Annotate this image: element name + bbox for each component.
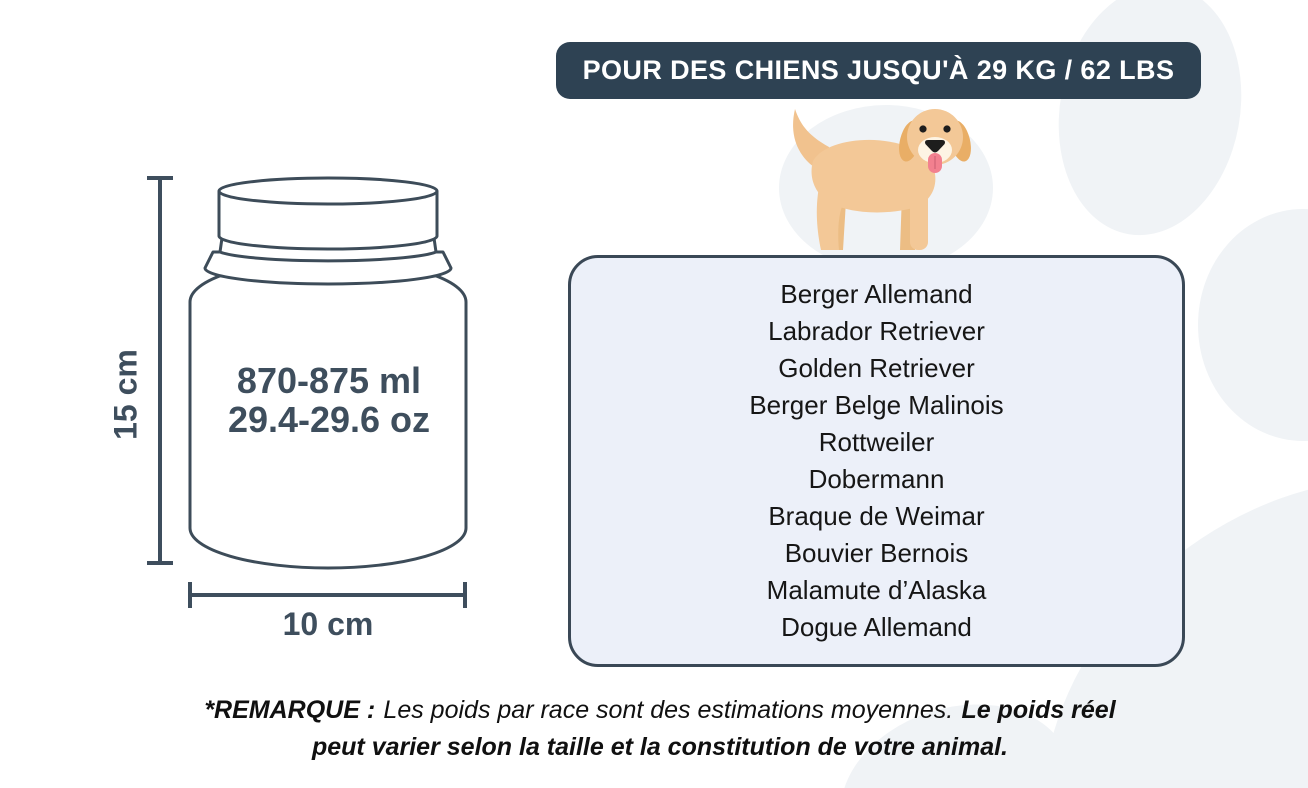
footnote-body: Les poids par race sont des estimations moyennes. bbox=[383, 696, 954, 724]
breed-list-item: Berger Allemand bbox=[780, 279, 973, 309]
breed-list-item: Malamute d’Alaska bbox=[766, 575, 987, 605]
breed-list-item: Golden Retriever bbox=[778, 353, 975, 383]
breed-list-item: Dobermann bbox=[808, 464, 945, 494]
breed-list-item: Dogue Allemand bbox=[781, 612, 972, 642]
weight-limit-label: POUR DES CHIENS JUSQU'À 29 KG / 62 LBS bbox=[582, 55, 1175, 85]
paw-toe-shape bbox=[1198, 209, 1308, 441]
golden-retriever-icon bbox=[783, 103, 971, 253]
weight-limit-banner bbox=[556, 42, 1201, 99]
breed-list-item: Labrador Retriever bbox=[768, 316, 985, 346]
breed-list-item: Braque de Weimar bbox=[768, 501, 985, 531]
paw-toe-shape bbox=[1039, 0, 1260, 250]
breed-list-item: Berger Belge Malinois bbox=[749, 390, 1004, 420]
width-dimension-line bbox=[188, 582, 467, 608]
dog-eye bbox=[943, 125, 950, 132]
capacity-ml: 870-875 ml bbox=[236, 360, 422, 401]
breed-list-item: Bouvier Bernois bbox=[784, 538, 969, 568]
jar-lid-top bbox=[219, 178, 437, 204]
footnote-emphasis: Le poids réel peut varier selon la taille et la constitution de votre animal. bbox=[311, 696, 1116, 761]
width-dimension-label: 10 cm bbox=[282, 606, 374, 642]
height-dimension-label: 15 cm bbox=[107, 349, 144, 440]
breed-list-item: Rottweiler bbox=[818, 427, 935, 457]
capacity-label bbox=[178, 361, 480, 439]
dog-eye bbox=[919, 125, 926, 132]
footnote bbox=[185, 692, 1135, 766]
capacity-oz: 29.4-29.6 oz bbox=[227, 399, 431, 440]
height-dimension-line bbox=[147, 176, 173, 565]
dog-leg bbox=[910, 169, 928, 250]
footnote-prefix: *REMARQUE : bbox=[204, 696, 376, 724]
breed-list-panel bbox=[568, 255, 1185, 667]
